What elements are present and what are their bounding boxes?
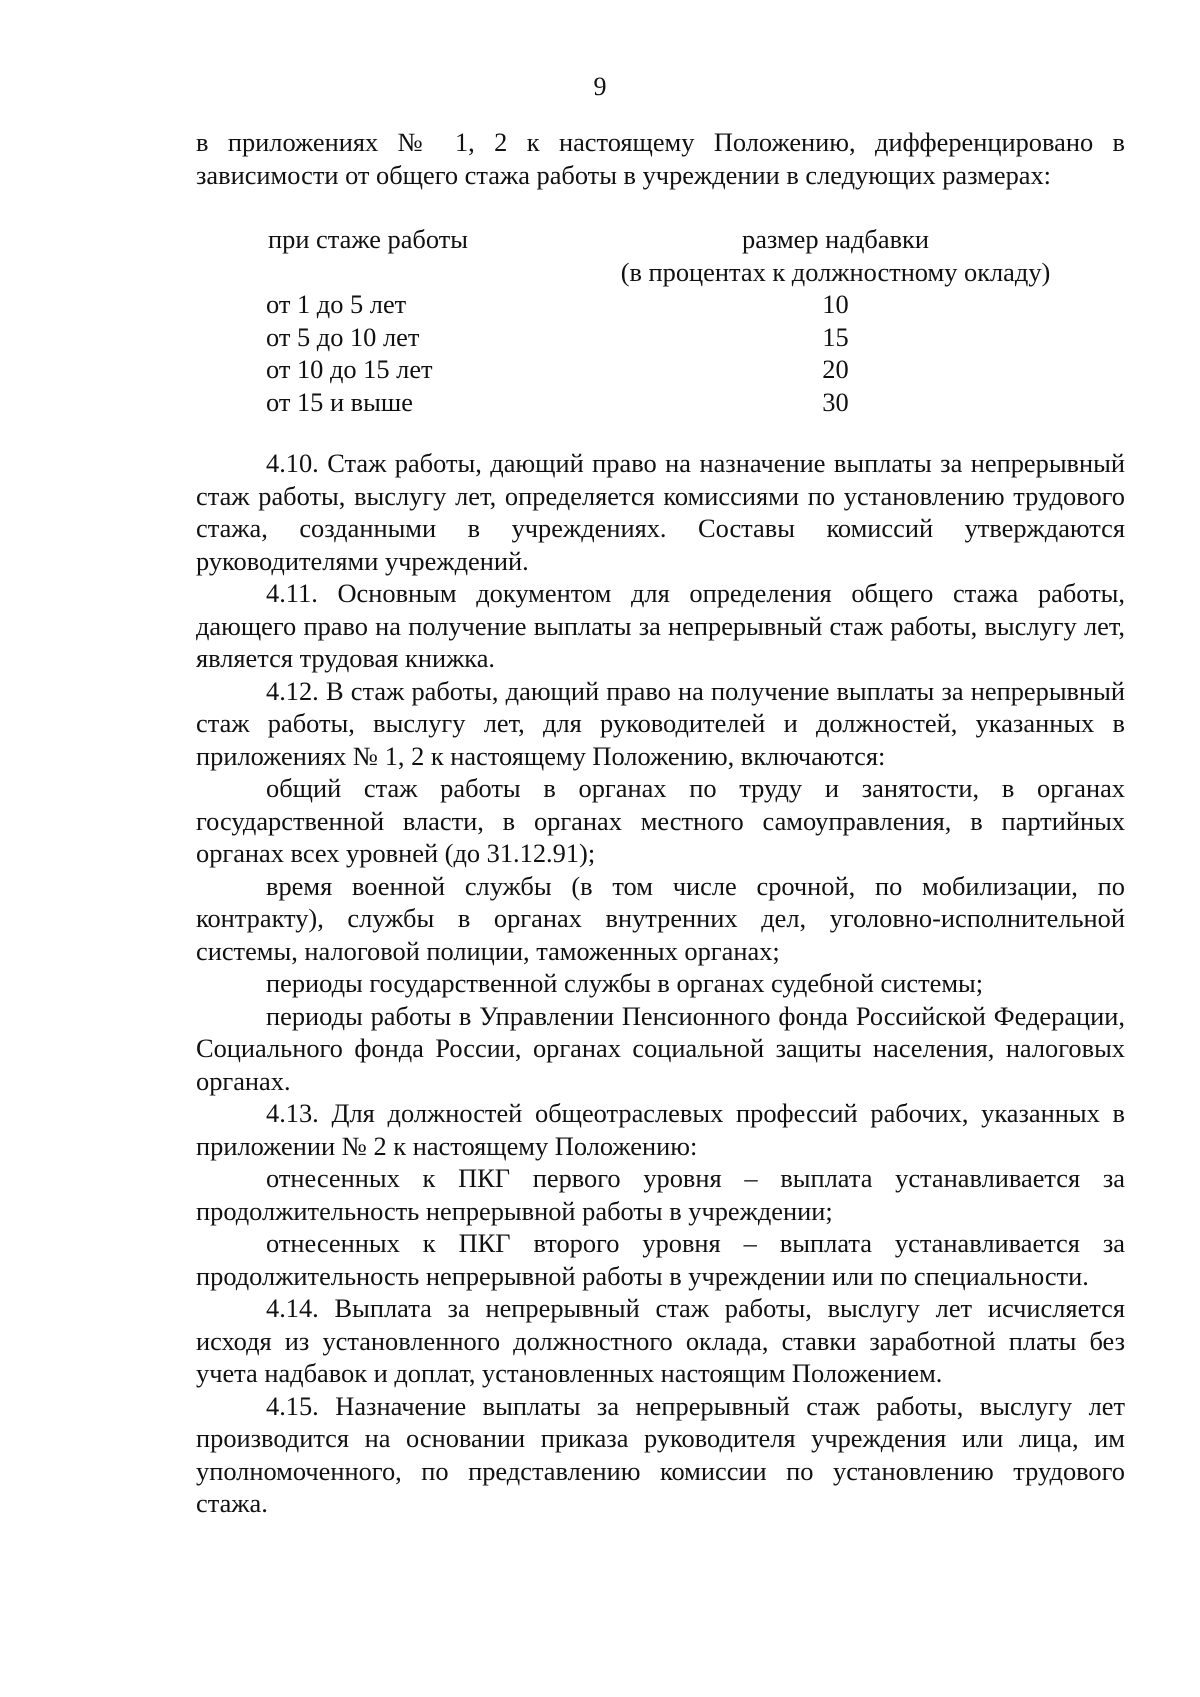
list-item-pension-fund: периоды работы в Управлении Пенсионного фонда Российской Федерации, Социального фонда России, органах социальной защиты населения, налоговых органах.	[196, 1000, 1125, 1096]
header-bonus-line2: (в процентах к должностному окладу)	[620, 256, 1051, 287]
table-row	[266, 321, 1068, 354]
row-percent: 30	[822, 386, 849, 417]
row-percent: 15	[822, 321, 849, 352]
paragraph-4-12: 4.12. В стаж работы, дающий право на получение выплаты за непрерывный стаж работы, выслугу лет, для руководителей и должностей, указанных в приложениях № 1, 2 к настоящему Положению, включаются:	[196, 675, 1125, 771]
list-item-military-service: время военной службы (в том числе срочной, по мобилизации, по контракту), службы в органах внутренних дел, уголовно-исполнительной системы, налоговой полиции, таможенных органах;	[196, 870, 1125, 966]
page-number: 9	[593, 72, 607, 101]
paragraph-4-11: 4.11. Основным документом для определения общего стажа работы, дающего право на получение выплаты за непрерывный стаж работы, выслугу лет, является трудовая книжка.	[196, 578, 1125, 673]
header-bonus-line1: размер надбавки	[742, 224, 929, 254]
table-row	[266, 353, 1068, 386]
row-period: от 10 до 15 лет	[266, 354, 433, 384]
row-period: от 5 до 10 лет	[266, 321, 420, 352]
paragraph-4-10: 4.10. Стаж работы, дающий право на назначение выплаты за непрерывный стаж работы, выслугу лет, определяется комиссиями по установлению трудового стажа, созданными в учреждениях. Составы комиссий утверждаются руководителями учреждений.	[196, 448, 1125, 576]
list-item-pkg-level-2: отнесенных к ПКГ второго уровня – выплата устанавливается за продолжительность непрерывной работы в учреждении или по специальности.	[196, 1228, 1125, 1291]
header-bonus-size	[603, 223, 1068, 288]
row-period: от 1 до 5 лет	[266, 289, 407, 319]
list-item-judicial-service: периоды государственной службы в органах судебной системы;	[266, 968, 984, 998]
seniority-bonus-table	[266, 223, 1068, 418]
table-row	[266, 386, 1068, 419]
paragraph-4-14: 4.14. Выплата за непрерывный стаж работы, выслугу лет исчисляется исходя из установленного должностного оклада, ставки заработной платы без учета надбавок и доплат, установленных настоящим Положением.	[196, 1293, 1125, 1388]
list-item-pkg-level-1: отнесенных к ПКГ первого уровня – выплата устанавливается за продолжительность непрерывной работы в учреждении;	[196, 1163, 1125, 1226]
paragraph-4-13: 4.13. Для должностей общеотраслевых профессий рабочих, указанных в приложении № 2 к настоящему Положению:	[196, 1098, 1125, 1161]
table-header-row	[266, 223, 1068, 288]
row-percent: 20	[822, 354, 849, 384]
paragraph-4-15: 4.15. Назначение выплаты за непрерывный стаж работы, выслугу лет производится на основании приказа руководителя учреждения или лица, им уполномоченного, по представлению комиссии по установлению трудового стажа.	[196, 1390, 1125, 1518]
table-row	[266, 288, 1068, 321]
row-period: от 15 и выше	[266, 386, 413, 417]
header-seniority: при стаже работы	[268, 224, 468, 254]
intro-paragraph: в приложениях № 1, 2 к настоящему Положению, дифференцировано в зависимости от общего стажа работы в учреждении в следующих размерах:	[196, 127, 1125, 190]
list-item-general-service: общий стаж работы в органах по труду и занятости, в органах государственной власти, в органах местного самоуправления, в партийных органах всех уровней (до 31.12.91);	[196, 773, 1125, 868]
row-percent: 10	[822, 289, 849, 319]
document-body	[196, 126, 1125, 1520]
